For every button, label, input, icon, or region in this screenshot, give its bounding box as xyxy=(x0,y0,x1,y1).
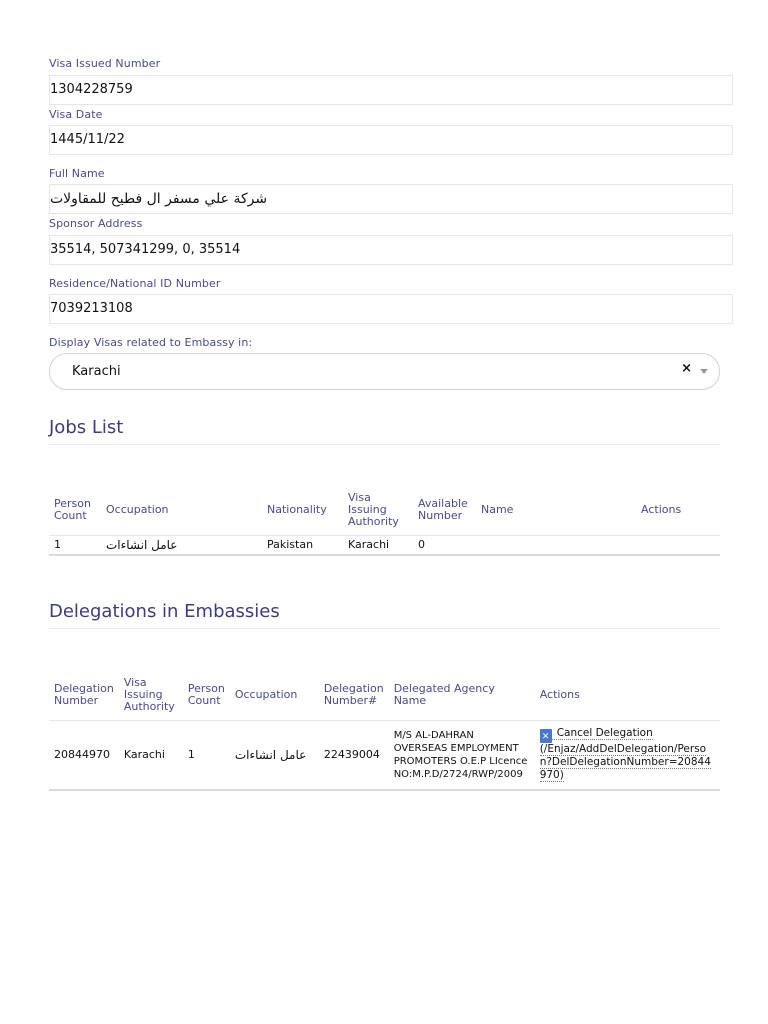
sponsor-address-label: Sponsor Address xyxy=(49,217,143,230)
jobs-col-person-count: Person Count xyxy=(54,496,91,522)
visa-issued-number-text: 1304228759 xyxy=(50,82,133,97)
embassy-select-value: Karachi xyxy=(72,364,121,379)
sponsor-address-value xyxy=(49,235,733,265)
visa-issued-number-field xyxy=(49,57,733,105)
del-delegation-number: 20844970 xyxy=(54,747,110,761)
job-authority: Karachi xyxy=(348,537,390,551)
job-occupation: عامل انشاءات xyxy=(106,537,178,552)
del-authority: Karachi xyxy=(123,747,165,761)
jobs-col-occupation: Occupation xyxy=(106,502,169,516)
chevron-down-icon[interactable] xyxy=(700,369,708,374)
residence-id-text: 7039213108 xyxy=(50,301,133,316)
del-col-occupation: Occupation xyxy=(234,687,298,701)
jobs-table xyxy=(49,485,720,556)
sponsor-address-field xyxy=(49,217,733,265)
visa-date-value xyxy=(49,125,733,155)
cancel-icon: ✕ xyxy=(540,729,552,743)
full-name-field xyxy=(49,167,733,214)
jobs-col-authority: Visa Issuing Authority xyxy=(348,490,399,528)
embassy-select[interactable] xyxy=(49,353,720,390)
del-col-delegation-number2: Delegation Number# xyxy=(323,681,384,707)
residence-id-label: Residence/National ID Number xyxy=(49,277,221,290)
clear-selection-icon[interactable]: × xyxy=(681,361,692,376)
del-col-delegation-number: Delegation Number xyxy=(54,681,114,707)
del-col-person-count: Person Count xyxy=(187,681,225,707)
job-name xyxy=(476,535,636,555)
residence-id-value xyxy=(49,294,733,324)
full-name-value xyxy=(49,184,733,214)
job-nationality: Pakistan xyxy=(267,537,314,551)
del-col-actions: Actions xyxy=(539,687,580,701)
visa-date-label: Visa Date xyxy=(49,108,103,121)
job-person-count: 1 xyxy=(54,537,61,551)
del-person-count: 1 xyxy=(187,747,195,761)
del-delegation-number2: 22439004 xyxy=(323,747,380,761)
sponsor-address-text: 35514, 507341299, 0, 35514 xyxy=(50,242,241,257)
delegations-title: Delegations in Embassies xyxy=(49,601,720,629)
visa-date-text: 1445/11/22 xyxy=(50,132,125,147)
visa-issued-number-value xyxy=(49,75,733,105)
jobs-list-title: Jobs List xyxy=(49,417,720,445)
job-actions xyxy=(636,535,720,555)
delegations-table-header xyxy=(49,670,720,720)
jobs-col-nationality: Nationality xyxy=(267,502,327,516)
table-row xyxy=(49,720,720,790)
residence-id-field xyxy=(49,277,733,324)
job-available: 0 xyxy=(418,537,425,551)
full-name-text: شركة علي مسفر ال فطيح للمقاولات xyxy=(50,191,268,207)
del-col-authority: Visa Issuing Authority xyxy=(123,675,175,713)
jobs-table-header xyxy=(49,485,720,535)
cancel-delegation-link[interactable] xyxy=(540,727,711,782)
visa-issued-number-label: Visa Issued Number xyxy=(49,57,161,70)
embassy-select-label: Display Visas related to Embassy in: xyxy=(49,336,253,349)
jobs-col-name: Name xyxy=(481,502,514,516)
del-agency: M/S AL-DAHRAN OVERSEAS EMPLOYMENT PROMOTERS O.E.P LIcence NO:M.P.D/2724/RWP/2009 xyxy=(393,729,528,780)
full-name-label: Full Name xyxy=(49,167,105,180)
visa-date-field xyxy=(49,108,733,155)
del-actions xyxy=(535,720,720,790)
del-occupation: عامل انشاءات xyxy=(234,747,307,762)
del-col-agency: Delegated Agency Name xyxy=(393,681,495,707)
table-row xyxy=(49,535,720,555)
cancel-delegation-label: Cancel Delegation xyxy=(556,727,653,740)
jobs-col-actions: Actions xyxy=(641,502,682,516)
delegations-table xyxy=(49,670,720,791)
cancel-delegation-path: (/Enjaz/AddDelDelegation/Person?DelDelegationNumber=20844970) xyxy=(539,743,711,782)
jobs-col-available: Available Number xyxy=(418,496,468,522)
